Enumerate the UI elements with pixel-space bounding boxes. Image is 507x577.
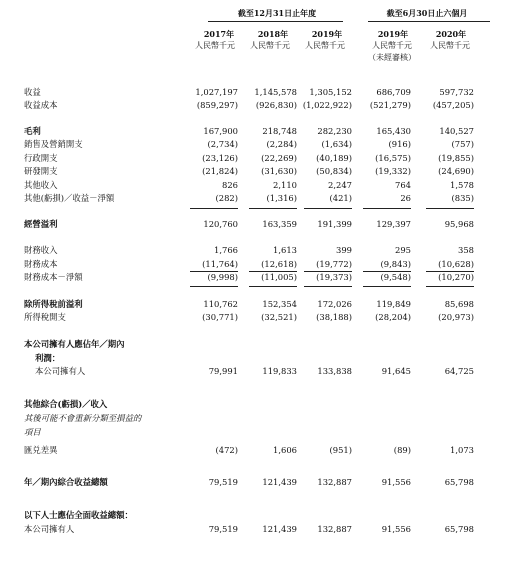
cell-other-income-2019: 2,247 [328,180,352,190]
header-rule-fiscal [208,21,343,22]
cell-operating-profit-2018: 163,359 [262,219,297,229]
cell-finance-net-2019h1: (9,548) [380,272,411,282]
cell-finance-income-2020h1: 358 [458,245,474,255]
header-currency-4: 人民幣千元 [372,41,412,50]
row-label-profit-heading-cont: 利潤： [35,353,61,363]
cell-revenue-2019h1: 686,709 [376,87,411,97]
cell-owners-total-2019h1: 91,556 [381,524,411,534]
row-label-profit-before-tax: 除所得稅前溢利 [24,299,83,309]
subtotal-rule-15 [426,286,474,287]
cell-finance-net-2017: (9,998) [207,272,238,282]
cell-tax-2018: (32,521) [261,312,297,322]
cell-exchange-2018: 1,606 [273,445,297,455]
cell-rd-2020h1: (24,690) [438,166,474,176]
row-label-selling-expenses: 銷售及營銷開支 [24,139,83,149]
cell-rd-2018: (31,630) [261,166,297,176]
cell-finance-net-2019: (19,373) [316,272,352,282]
cell-owners-total-2020h1: 65,798 [444,524,474,534]
cell-selling-2019h1: (916) [388,139,411,149]
subtotal-rule-11 [190,286,238,287]
cell-revenue-2020h1: 597,732 [439,87,474,97]
row-label-income-tax: 所得稅開支 [24,312,66,322]
cell-finance-costs-2020h1: (10,628) [438,259,474,269]
cell-finance-income-2018: 1,613 [273,245,297,255]
cell-rd-2019: (50,834) [316,166,352,176]
cell-pbt-2019: 172,026 [317,299,352,309]
cell-selling-2019: (1,634) [321,139,352,149]
header-rule-six-months [368,21,490,22]
cell-gross-profit-2020h1: 140,527 [439,126,474,136]
header-year-4: 2019年 [377,29,409,39]
cell-finance-income-2017: 1,766 [214,245,238,255]
cell-pbt-2020h1: 85,698 [444,299,474,309]
header-currency-3: 人民幣千元 [305,41,345,50]
cell-gross-profit-2019: 282,230 [317,126,352,136]
cell-total-comprehensive-2017: 79,519 [208,477,238,487]
header-year-1: 2017年 [203,29,235,39]
cell-other-income-2017: 826 [222,180,238,190]
subtotal-rule-4 [363,208,411,209]
header-currency-2: 人民幣千元 [250,41,290,50]
cell-owners-profit-2017: 79,991 [208,366,238,376]
cell-finance-costs-2017: (11,764) [202,259,238,269]
cell-revenue-2019: 1,305,152 [309,87,352,97]
cell-finance-income-2019h1: 295 [395,245,411,255]
cell-selling-2017: (2,734) [207,139,238,149]
row-label-owners-total: 本公司擁有人 [24,524,75,534]
cell-operating-profit-2019: 191,399 [317,219,352,229]
cell-owners-total-2017: 79,519 [208,524,238,534]
cell-selling-2020h1: (757) [451,139,474,149]
cell-tax-2020h1: (20,973) [438,312,474,322]
row-label-cost-of-revenue: 收益成本 [24,100,58,110]
row-label-finance-costs: 財務成本 [24,259,58,269]
cell-admin-2019h1: (16,575) [375,153,411,163]
cell-other-income-2020h1: 1,578 [450,180,474,190]
row-label-total-comprehensive: 年／期內綜合收益總額 [24,477,108,487]
row-label-operating-profit: 經營溢利 [24,219,58,229]
row-label-rd-expenses: 研發開支 [24,166,58,176]
cell-exchange-2019h1: (89) [393,445,411,455]
cell-total-comprehensive-2020h1: 65,798 [444,477,474,487]
subtotal-rule-5 [426,208,474,209]
cell-finance-net-2018: (11,005) [261,272,297,282]
cell-owners-profit-2019: 133,838 [317,366,352,376]
cell-operating-profit-2020h1: 95,968 [444,219,474,229]
row-label-finance-income: 財務收入 [24,245,58,255]
cell-other-gains-2020h1: (835) [451,193,474,203]
cell-cost-of-revenue-2019: (1,022,922) [302,100,352,110]
cell-owners-total-2018: 121,439 [262,524,297,534]
header-group-fiscal-year: 截至12月31日止年度 [237,8,317,18]
cell-other-gains-2018: (1,316) [266,193,297,203]
cell-owners-profit-2020h1: 64,725 [444,366,474,376]
row-label-other-income: 其他收入 [24,180,58,190]
cell-finance-income-2019: 399 [336,245,352,255]
cell-finance-costs-2018: (12,618) [261,259,297,269]
cell-other-gains-2019: (421) [329,193,352,203]
cell-owners-profit-2019h1: 91,645 [381,366,411,376]
cell-gross-profit-2017: 167,900 [203,126,238,136]
cell-owners-total-2019: 132,887 [317,524,352,534]
cell-pbt-2018: 152,354 [262,299,297,309]
cell-exchange-2019: (951) [329,445,352,455]
cell-gross-profit-2018: 218,748 [262,126,297,136]
cell-admin-2019: (40,189) [316,153,352,163]
cell-owners-profit-2018: 119,833 [262,366,297,376]
cell-exchange-2020h1: 1,073 [450,445,474,455]
cell-revenue-2017: 1,027,197 [195,87,238,97]
cell-total-comprehensive-2019h1: 91,556 [381,477,411,487]
row-label-items: 項目 [24,427,41,437]
cell-exchange-2017: (472) [215,445,238,455]
cell-other-income-2018: 2,110 [273,180,297,190]
cell-tax-2017: (30,771) [202,312,238,322]
header-year-5: 2020年 [435,29,467,39]
header-group-six-months: 截至6月30日止六個月 [386,8,468,18]
subtotal-rule-12 [249,286,297,287]
subtotal-rule-1 [190,208,238,209]
cell-operating-profit-2019h1: 129,397 [376,219,411,229]
cell-gross-profit-2019h1: 165,430 [376,126,411,136]
cell-pbt-2017: 110,762 [203,299,238,309]
cell-operating-profit-2017: 120,760 [203,219,238,229]
row-label-admin-expenses: 行政開支 [24,153,58,163]
cell-total-comprehensive-2018: 121,439 [262,477,297,487]
row-label-revenue: 收益 [24,87,41,97]
row-label-other-gains: 其他(虧損)／收益－淨額 [24,193,115,203]
cell-pbt-2019h1: 119,849 [376,299,411,309]
subtotal-rule-13 [304,286,352,287]
cell-rd-2019h1: (19,332) [375,166,411,176]
header-currency-1: 人民幣千元 [195,41,235,50]
row-label-gross-profit: 毛利 [24,126,41,136]
header-year-2: 2018年 [257,29,289,39]
cell-cost-of-revenue-2018: (926,830) [255,100,297,110]
row-label-not-reclassified: 其後可能不會重新分類至損益的 [24,413,142,423]
cell-other-gains-2017: (282) [215,193,238,203]
row-label-exchange-differences: 匯兑差異 [24,445,58,455]
cell-admin-2018: (22,269) [261,153,297,163]
row-label-other-comprehensive: 其他綜合(虧損)／收入 [24,399,108,409]
cell-rd-2017: (21,824) [202,166,238,176]
row-label-attributable-to: 以下人士應佔全面收益總額： [24,510,133,520]
cell-finance-net-2020h1: (10,270) [438,272,474,282]
cell-cost-of-revenue-2020h1: (457,205) [432,100,474,110]
cell-admin-2017: (23,126) [202,153,238,163]
cell-tax-2019h1: (28,204) [375,312,411,322]
row-label-finance-costs-net: 財務成本－淨額 [24,272,83,282]
row-label-owners-profit: 本公司擁有人 [35,366,86,376]
cell-admin-2020h1: (19,855) [438,153,474,163]
cell-tax-2019: (38,188) [316,312,352,322]
cell-total-comprehensive-2019: 132,887 [317,477,352,487]
header-unaudited: （未經審核） [368,53,416,62]
cell-finance-costs-2019: (19,772) [316,259,352,269]
subtotal-rule-3 [304,208,352,209]
cell-cost-of-revenue-2019h1: (521,279) [369,100,411,110]
cell-other-income-2019h1: 764 [395,180,411,190]
row-label-profit-attributable-heading: 本公司擁有人應佔年／期內 [24,339,125,349]
header-year-3: 2019年 [311,29,343,39]
cell-selling-2018: (2,284) [266,139,297,149]
cell-finance-costs-2019h1: (9,843) [380,259,411,269]
subtotal-rule-14 [363,286,411,287]
cell-cost-of-revenue-2017: (859,297) [196,100,238,110]
subtotal-rule-2 [249,208,297,209]
cell-revenue-2018: 1,145,578 [254,87,297,97]
cell-other-gains-2019h1: 26 [400,193,411,203]
header-currency-5: 人民幣千元 [430,41,470,50]
